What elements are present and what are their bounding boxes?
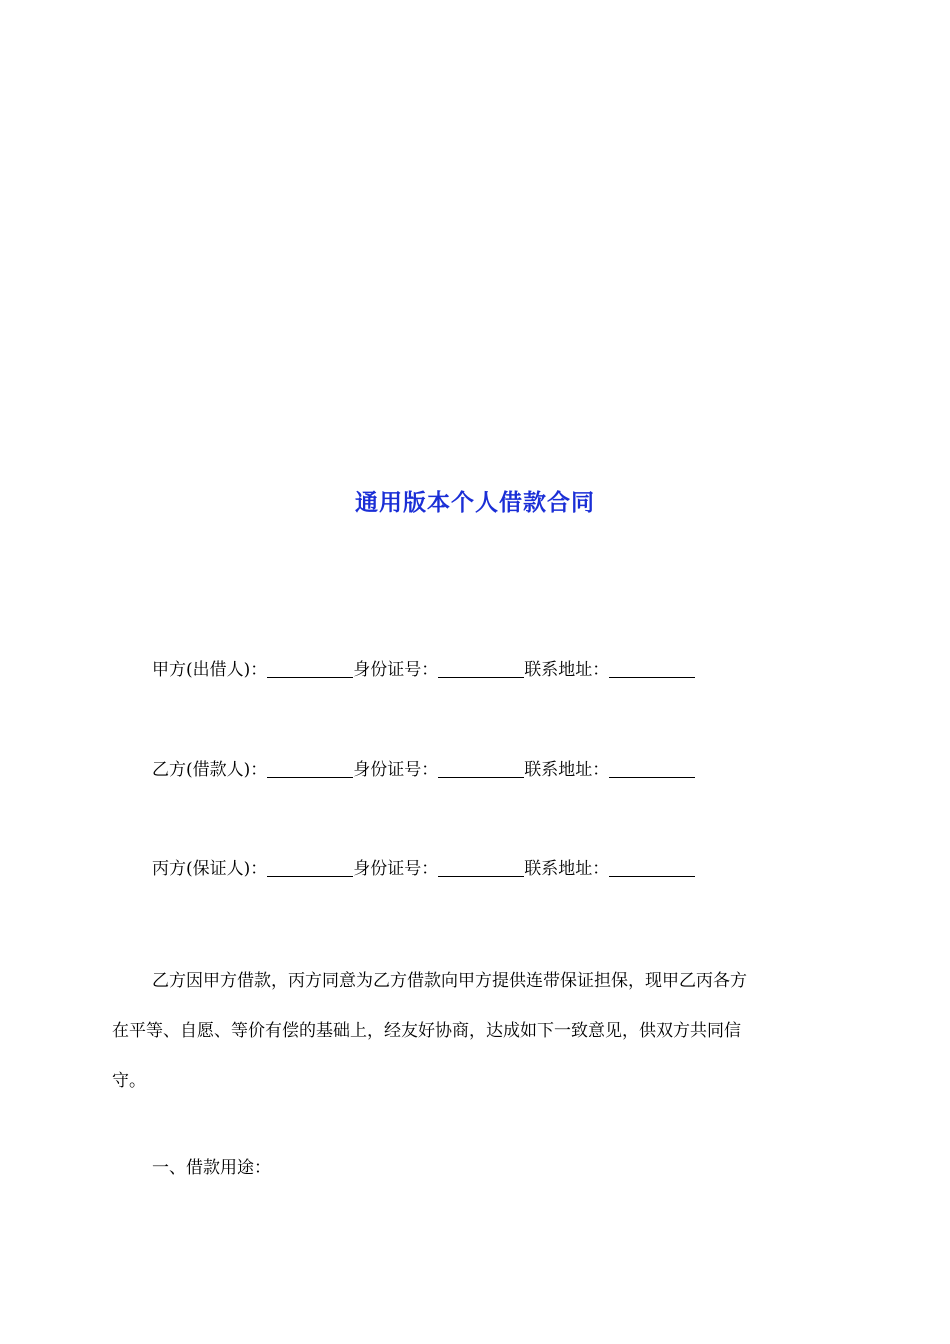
party-guarantor-address-label: 联系地址：	[524, 859, 610, 879]
guarantor-name-blank	[267, 859, 353, 877]
party-lender-role: 甲方(出借人)：	[152, 660, 268, 680]
guarantor-address-blank	[609, 859, 695, 877]
party-guarantor-id-label: 身份证号：	[353, 859, 439, 879]
party-borrower-line	[152, 758, 695, 782]
document-title: 通用版本个人借款合同	[355, 490, 595, 516]
party-borrower-role: 乙方(借款人)：	[152, 760, 268, 780]
borrower-name-blank	[267, 760, 353, 778]
party-guarantor-role: 丙方(保证人)：	[152, 859, 268, 879]
lender-name-blank	[267, 660, 353, 678]
intro-paragraph	[112, 956, 842, 1106]
borrower-id-blank	[438, 760, 524, 778]
party-borrower-address-label: 联系地址：	[524, 760, 610, 780]
lender-address-blank	[609, 660, 695, 678]
party-lender-address-label: 联系地址：	[524, 660, 610, 680]
intro-line: 在平等、自愿、等价有偿的基础上，经友好协商，达成如下一致意见，供双方共同信	[112, 1021, 741, 1041]
section-heading-loan-purpose: 一、借款用途：	[152, 1158, 271, 1178]
borrower-address-blank	[609, 760, 695, 778]
party-lender-id-label: 身份证号：	[353, 660, 439, 680]
party-lender-line	[152, 658, 695, 682]
party-borrower-id-label: 身份证号：	[353, 760, 439, 780]
party-guarantor-line	[152, 857, 695, 881]
lender-id-blank	[438, 660, 524, 678]
guarantor-id-blank	[438, 859, 524, 877]
intro-line: 乙方因甲方借款，丙方同意为乙方借款向甲方提供连带保证担保，现甲乙丙各方	[152, 971, 747, 991]
intro-line: 守。	[112, 1071, 146, 1091]
